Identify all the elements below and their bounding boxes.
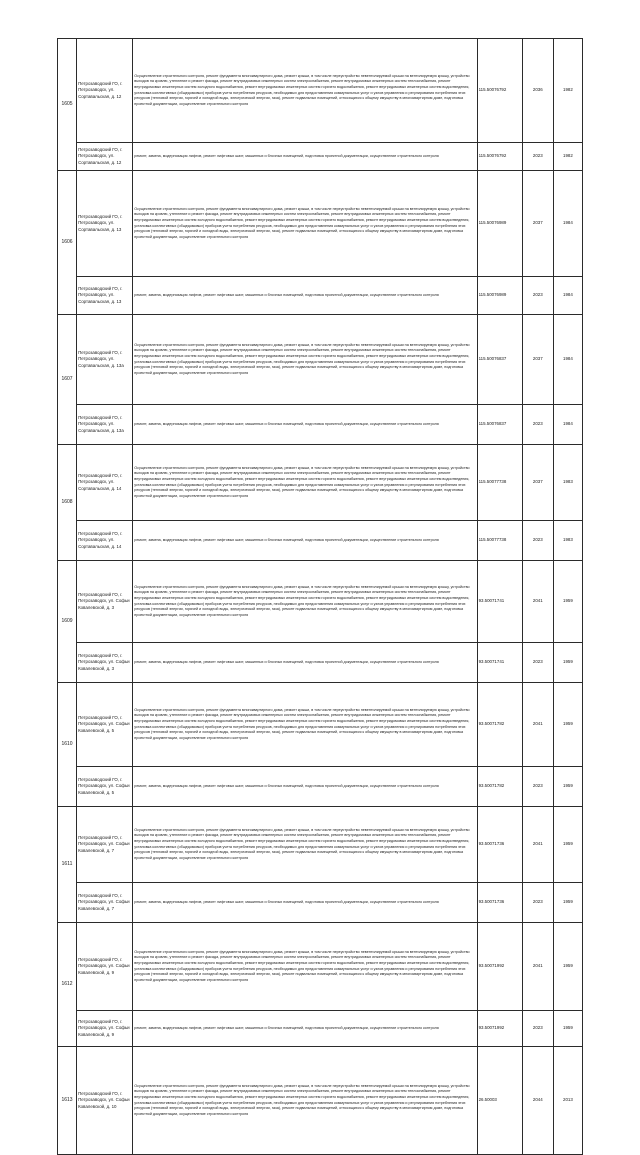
- record-row-main: [58, 923, 583, 1011]
- cost-cell: [477, 923, 522, 1011]
- cost-cell-text: 93.50071736: [478, 841, 505, 847]
- cost-cell-text: 93.50071782: [478, 783, 505, 789]
- build-year-cell: [553, 171, 582, 277]
- lift-work-cell-text: ремонт, замена, модернизация лифтов, ремонт лифтовых шахт, машинных и блочных помещений, подготовка проектной документации, осуществление строительного контроля: [134, 659, 439, 664]
- address-cell-text: Петрозаводский ГО, г. Петрозаводск, ул. Софьи Ковалевской, д. 3: [78, 652, 130, 671]
- work-description-cell-text: Осуществление строительного контроля, ремонт фундамента многоквартирного дома, ремонт крыши, в том числе переустройство невентилируемой крыши на вентилируемую крышу, устройство выходов на кровлю, утепление и ремонт фасада, ремонт внутридомовых инженерных систем электроснабжения, ремонт внутридомовых инженерных систем теплоснабжения, ремонт внутридомовых инженерных систем холодного водоснабжения, ремонт внутридомовых инженерных систем горячего водоснабжения, ремонт внутридомовых инженерных систем водоотведения, установка коллективных (общедомовых) приборов учета потребления ресурсов, необходимых для предоставления коммунальных услуг и узлов управления и регулирования потребления этих ресурсов (тепловой энергии, горячей и холодной воды, электрической энергии, газа), ремонт подвальных помещений, относящихся к общему имуществу в многоквартирном доме, подготовка проектной документации, осуществление строительного контроля: [134, 584, 470, 617]
- repair-year-cell-text: 2037: [532, 479, 543, 485]
- work-description-cell: [133, 39, 477, 143]
- cost-cell-text: 93.50071992: [478, 963, 505, 969]
- address-cell: [77, 171, 133, 277]
- repair-year-cell: [522, 561, 553, 643]
- repair-year-cell-text: 2037: [532, 220, 543, 226]
- work-description-cell-text: Осуществление строительного контроля, ремонт фундамента многоквартирного дома, ремонт крыши, в том числе переустройство невентилируемой крыши на вентилируемую крышу, устройство выходов на кровлю, утепление и ремонт фасада, ремонт внутридомовых инженерных систем электроснабжения, ремонт внутридомовых инженерных систем теплоснабжения, ремонт внутридомовых инженерных систем холодного водоснабжения, ремонт внутридомовых инженерных систем горячего водоснабжения, ремонт внутридомовых инженерных систем водоотведения, установка коллективных (общедомовых) приборов учета потребления ресурсов, необходимых для предоставления коммунальных услуг и узлов управления и регулирования потребления этих ресурсов (тепловой энергии, горячей и холодной воды, электрической энергии, газа), ремонт подвальных помещений, относящихся к общему имуществу в многоквартирном доме, подготовка проектной документации, осуществление строительного контроля: [134, 465, 470, 498]
- record-number: 1613: [58, 1047, 77, 1155]
- work-description-cell-text: Осуществление строительного контроля, ремонт фундамента многоквартирного дома, ремонт крыши, в том числе переустройство невентилируемой крыши на вентилируемую крышу, устройство выходов на кровлю, утепление и ремонт фасада, ремонт внутридомовых инженерных систем электроснабжения, ремонт внутридомовых инженерных систем теплоснабжения, ремонт внутридомовых инженерных систем холодного водоснабжения, ремонт внутридомовых инженерных систем горячего водоснабжения, ремонт внутридомовых инженерных систем водоотведения, установка коллективных (общедомовых) приборов учета потребления ресурсов, необходимых для предоставления коммунальных услуг и узлов управления и регулирования потребления этих ресурсов (тепловой энергии, горячей и холодной воды, электрической энергии, газа), ремонт подвальных помещений, относящихся к общему имуществу в многоквартирном доме, подготовка проектной документации, осуществление строительного контроля: [134, 1083, 470, 1116]
- lift-work-cell: [133, 277, 477, 315]
- cost-cell: [477, 39, 522, 143]
- repair-year-cell: [522, 405, 553, 445]
- build-year-cell-text: 1959: [563, 659, 573, 665]
- work-description-cell: [133, 561, 477, 643]
- address-cell-text: Петрозаводский ГО, г. Петрозаводск, ул. Сортавальская, д. 13а: [78, 414, 124, 433]
- cost-cell-text: 115.50076792: [478, 153, 507, 159]
- address-cell: [77, 807, 133, 883]
- work-description-cell: [133, 1047, 477, 1155]
- work-description-cell: [133, 171, 477, 277]
- build-year-cell: [553, 561, 582, 643]
- repair-year-cell: [522, 923, 553, 1011]
- cost-cell: [477, 445, 522, 521]
- address-cell: [77, 1011, 133, 1047]
- address-cell: [77, 643, 133, 683]
- build-year-cell-text: 1959: [563, 1025, 573, 1031]
- address-cell-text: Петрозаводский ГО, г. Петрозаводск, ул. Софьи Ковалевской, д. 9: [78, 1018, 130, 1037]
- build-year-cell-text: 1959: [563, 841, 573, 847]
- build-year-cell-text: 1983: [563, 479, 573, 485]
- record-row-lift: [58, 405, 583, 445]
- build-year-cell: [553, 39, 582, 143]
- lift-work-cell-text: ремонт, замена, модернизация лифтов, ремонт лифтовых шахт, машинных и блочных помещений, подготовка проектной документации, осуществление строительного контроля: [134, 537, 439, 542]
- address-cell-text: Петрозаводский ГО, г. Петрозаводск, ул. Сортавальская, д. 13а: [78, 349, 124, 368]
- cost-cell-text: 115.50076989: [478, 220, 507, 226]
- cost-cell: [477, 643, 522, 683]
- repair-year-cell: [522, 445, 553, 521]
- repair-year-cell: [522, 39, 553, 143]
- build-year-cell: [553, 143, 582, 171]
- cost-cell-text: 93.50071992: [478, 1025, 505, 1031]
- repair-year-cell: [522, 1011, 553, 1047]
- record-row-main: [58, 1047, 583, 1155]
- cost-cell: [477, 683, 522, 767]
- work-description-cell: [133, 683, 477, 767]
- record-row-main: [58, 561, 583, 643]
- record-row-main: [58, 683, 583, 767]
- build-year-cell-text: 1959: [563, 721, 573, 727]
- address-cell-text: Петрозаводский ГО, г. Петрозаводск, ул. Софьи Ковалевской, д. 5: [78, 714, 130, 733]
- build-year-cell-text: 1983: [563, 537, 573, 543]
- address-cell: [77, 277, 133, 315]
- work-description-cell: [133, 807, 477, 883]
- build-year-cell: [553, 923, 582, 1011]
- build-year-cell: [553, 445, 582, 521]
- repair-year-cell: [522, 521, 553, 561]
- build-year-cell: [553, 1047, 582, 1155]
- address-cell: [77, 883, 133, 923]
- build-year-cell-text: 2013: [563, 1097, 573, 1103]
- cost-cell: [477, 277, 522, 315]
- repair-year-cell-text: 2037: [532, 356, 543, 362]
- work-description-cell-text: Осуществление строительного контроля, ремонт фундамента многоквартирного дома, ремонт крыши, в том числе переустройство невентилируемой крыши на вентилируемую крышу, устройство выходов на кровлю, утепление и ремонт фасада, ремонт внутридомовых инженерных систем электроснабжения, ремонт внутридомовых инженерных систем теплоснабжения, ремонт внутридомовых инженерных систем холодного водоснабжения, ремонт внутридомовых инженерных систем горячего водоснабжения, ремонт внутридомовых инженерных систем водоотведения, установка коллективных (общедомовых) приборов учета потребления ресурсов, необходимых для предоставления коммунальных услуг и узлов управления и регулирования потребления этих ресурсов (тепловой энергии, горячей и холодной воды, электрической энергии, газа), ремонт подвальных помещений, относящихся к общему имуществу в многоквартирном доме, подготовка проектной документации, осуществление строительного контроля: [134, 707, 470, 740]
- record-row-main: [58, 171, 583, 277]
- lift-work-cell: [133, 883, 477, 923]
- repair-year-cell: [522, 807, 553, 883]
- cost-cell: [477, 171, 522, 277]
- repair-year-cell-text: 2023: [532, 153, 543, 159]
- cost-cell-text: 93.50071736: [478, 899, 505, 905]
- address-cell: [77, 1047, 133, 1155]
- work-description-cell-text: Осуществление строительного контроля, ремонт фундамента многоквартирного дома, ремонт крыши, в том числе переустройство невентилируемой крыши на вентилируемую крышу, устройство выходов на кровлю, утепление и ремонт фасада, ремонт внутридомовых инженерных систем электроснабжения, ремонт внутридомовых инженерных систем теплоснабжения, ремонт внутридомовых инженерных систем холодного водоснабжения, ремонт внутридомовых инженерных систем горячего водоснабжения, ремонт внутридомовых инженерных систем водоотведения, установка коллективных (общедомовых) приборов учета потребления ресурсов, необходимых для предоставления коммунальных услуг и узлов управления и регулирования потребления этих ресурсов (тепловой энергии, горячей и холодной воды, электрической энергии, газа), ремонт подвальных помещений, относящихся к общему имуществу в многоквартирном доме, подготовка проектной документации, осуществление строительного контроля: [134, 949, 470, 982]
- repair-year-cell-text: 2023: [532, 537, 543, 543]
- repair-year-cell: [522, 683, 553, 767]
- build-year-cell-text: 1984: [563, 220, 573, 226]
- repair-year-cell: [522, 277, 553, 315]
- cost-cell-text: 93.50071782: [478, 721, 505, 727]
- address-cell-text: Петрозаводский ГО, г. Петрозаводск, ул. Софьи Ковалевской, д. 7: [78, 834, 130, 853]
- record-number: 1606: [58, 171, 77, 315]
- work-description-cell-text: Осуществление строительного контроля, ремонт фундамента многоквартирного дома, ремонт крыши, в том числе переустройство невентилируемой крыши на вентилируемую крышу, устройство выходов на кровлю, утепление и ремонт фасада, ремонт внутридомовых инженерных систем электроснабжения, ремонт внутридомовых инженерных систем теплоснабжения, ремонт внутридомовых инженерных систем холодного водоснабжения, ремонт внутридомовых инженерных систем горячего водоснабжения, ремонт внутридомовых инженерных систем водоотведения, установка коллективных (общедомовых) приборов учета потребления ресурсов, необходимых для предоставления коммунальных услуг и узлов управления и регулирования потребления этих ресурсов (тепловой энергии, горячей и холодной воды, электрической энергии, газа), ремонт подвальных помещений, относящихся к общему имуществу в многоквартирном доме, подготовка проектной документации, осуществление строительного контроля: [134, 73, 470, 106]
- lift-work-cell-text: ремонт, замена, модернизация лифтов, ремонт лифтовых шахт, машинных и блочных помещений, подготовка проектной документации, осуществление строительного контроля: [134, 783, 439, 788]
- build-year-cell: [553, 405, 582, 445]
- cost-cell-text: 93.50071741: [478, 598, 505, 604]
- record-number: 1608: [58, 445, 77, 561]
- record-row-lift: [58, 143, 583, 171]
- cost-cell: [477, 521, 522, 561]
- work-description-cell: [133, 445, 477, 521]
- record-row-main: [58, 315, 583, 405]
- record-row-main: [58, 39, 583, 143]
- repair-year-cell: [522, 143, 553, 171]
- repair-year-cell-text: 2023: [532, 1025, 543, 1031]
- cost-cell: [477, 883, 522, 923]
- lift-work-cell: [133, 1011, 477, 1047]
- repair-year-cell-text: 2041: [532, 721, 543, 727]
- record-row-lift: [58, 277, 583, 315]
- address-cell: [77, 521, 133, 561]
- address-cell-text: Петрозаводский ГО, г. Петрозаводск, ул. Сортавальская, д. 14: [78, 472, 123, 491]
- repair-year-cell: [522, 171, 553, 277]
- record-row-lift: [58, 521, 583, 561]
- record-row-lift: [58, 883, 583, 923]
- repair-year-cell: [522, 315, 553, 405]
- record-row-lift: [58, 643, 583, 683]
- address-cell: [77, 683, 133, 767]
- build-year-cell-text: 1959: [563, 598, 573, 604]
- lift-work-cell: [133, 143, 477, 171]
- address-cell-text: Петрозаводский ГО, г. Петрозаводск, ул. Софьи Ковалевской, д. 3: [78, 591, 130, 610]
- cost-cell-text: 115.50076837: [478, 421, 507, 427]
- lift-work-cell: [133, 643, 477, 683]
- record-row-main: [58, 445, 583, 521]
- repair-year-cell-text: 2023: [532, 421, 543, 427]
- repair-year-cell-text: 2041: [532, 963, 543, 969]
- build-year-cell: [553, 315, 582, 405]
- address-cell-text: Петрозаводский ГО, г. Петрозаводск, ул. Сортавальская, д. 13: [78, 213, 123, 232]
- cost-cell: [477, 1011, 522, 1047]
- repair-year-cell: [522, 1047, 553, 1155]
- repair-year-cell: [522, 883, 553, 923]
- build-year-cell-text: 1959: [563, 963, 573, 969]
- record-row-lift: [58, 1011, 583, 1047]
- cost-cell: [477, 143, 522, 171]
- build-year-cell: [553, 643, 582, 683]
- cost-cell-text: 93.50071741: [478, 659, 505, 665]
- build-year-cell: [553, 277, 582, 315]
- lift-work-cell-text: ремонт, замена, модернизация лифтов, ремонт лифтовых шахт, машинных и блочных помещений, подготовка проектной документации, осуществление строительного контроля: [134, 899, 439, 904]
- lift-work-cell: [133, 767, 477, 807]
- lift-work-cell-text: ремонт, замена, модернизация лифтов, ремонт лифтовых шахт, машинных и блочных помещений, подготовка проектной документации, осуществление строительного контроля: [134, 421, 439, 426]
- record-number: 1611: [58, 807, 77, 923]
- record-number: 1607: [58, 315, 77, 445]
- build-year-cell-text: 1984: [563, 292, 573, 298]
- address-cell-text: Петрозаводский ГО, г. Петрозаводск, ул. Софьи Ковалевской, д. 10: [78, 1090, 130, 1109]
- address-cell: [77, 143, 133, 171]
- repair-year-cell-text: 2041: [532, 841, 543, 847]
- repair-year-cell: [522, 643, 553, 683]
- work-description-cell-text: Осуществление строительного контроля, ремонт фундамента многоквартирного дома, ремонт крыши, в том числе переустройство невентилируемой крыши на вентилируемую крышу, устройство выходов на кровлю, утепление и ремонт фасада, ремонт внутридомовых инженерных систем электроснабжения, ремонт внутридомовых инженерных систем теплоснабжения, ремонт внутридомовых инженерных систем холодного водоснабжения, ремонт внутридомовых инженерных систем горячего водоснабжения, ремонт внутридомовых инженерных систем водоотведения, установка коллективных (общедомовых) приборов учета потребления ресурсов, необходимых для предоставления коммунальных услуг и узлов управления и регулирования потребления этих ресурсов (тепловой энергии, горячей и холодной воды, электрической энергии, газа), ремонт подвальных помещений, относящихся к общему имуществу в многоквартирном доме, подготовка проектной документации, осуществление строительного контроля: [134, 342, 470, 375]
- repair-year-cell-text: 2023: [532, 899, 543, 905]
- cost-cell-text: 26.50003: [478, 1097, 497, 1103]
- build-year-cell-text: 1959: [563, 783, 573, 789]
- work-description-cell-text: Осуществление строительного контроля, ремонт фундамента многоквартирного дома, ремонт крыши, в том числе переустройство невентилируемой крыши на вентилируемую крышу, устройство выходов на кровлю, утепление и ремонт фасада, ремонт внутридомовых инженерных систем электроснабжения, ремонт внутридомовых инженерных систем теплоснабжения, ремонт внутридомовых инженерных систем холодного водоснабжения, ремонт внутридомовых инженерных систем горячего водоснабжения, ремонт внутридомовых инженерных систем водоотведения, установка коллективных (общедомовых) приборов учета потребления ресурсов, необходимых для предоставления коммунальных услуг и узлов управления и регулирования потребления этих ресурсов (тепловой энергии, горячей и холодной воды, электрической энергии, газа), ремонт подвальных помещений, относящихся к общему имуществу в многоквартирном доме, подготовка проектной документации, осуществление строительного контроля: [134, 827, 470, 860]
- address-cell-text: Петрозаводский ГО, г. Петрозаводск, ул. Софьи Ковалевской, д. 9: [78, 956, 130, 975]
- record-number: 1605: [58, 39, 77, 171]
- cost-cell: [477, 767, 522, 807]
- address-cell: [77, 405, 133, 445]
- address-cell-text: Петрозаводский ГО, г. Петрозаводск, ул. Сортавальская, д. 13: [78, 285, 123, 304]
- repair-year-cell-text: 2036: [532, 87, 543, 93]
- repair-year-cell: [522, 767, 553, 807]
- build-year-cell-text: 1984: [563, 421, 573, 427]
- build-year-cell-text: 1982: [563, 153, 573, 159]
- lift-work-cell-text: ремонт, замена, модернизация лифтов, ремонт лифтовых шахт, машинных и блочных помещений, подготовка проектной документации, осуществление строительного контроля: [134, 153, 439, 158]
- lift-work-cell: [133, 521, 477, 561]
- capital-repair-table: [57, 38, 583, 1155]
- lift-work-cell-text: ремонт, замена, модернизация лифтов, ремонт лифтовых шахт, машинных и блочных помещений, подготовка проектной документации, осуществление строительного контроля: [134, 292, 439, 297]
- build-year-cell: [553, 883, 582, 923]
- address-cell: [77, 767, 133, 807]
- address-cell-text: Петрозаводский ГО, г. Петрозаводск, ул. Софьи Ковалевской, д. 5: [78, 776, 130, 795]
- work-description-cell: [133, 315, 477, 405]
- address-cell-text: Петрозаводский ГО, г. Петрозаводск, ул. Сортавальская, д. 14: [78, 530, 123, 549]
- record-number: 1609: [58, 561, 77, 683]
- address-cell: [77, 445, 133, 521]
- build-year-cell-text: 1959: [563, 899, 573, 905]
- record-row-lift: [58, 767, 583, 807]
- address-cell: [77, 39, 133, 143]
- work-description-cell: [133, 923, 477, 1011]
- build-year-cell-text: 1984: [563, 356, 573, 362]
- record-number: 1610: [58, 683, 77, 807]
- build-year-cell: [553, 767, 582, 807]
- record-row-main: [58, 807, 583, 883]
- repair-year-cell-text: 2041: [532, 598, 543, 604]
- cost-cell-text: 115.50077738: [478, 537, 507, 543]
- record-number: 1612: [58, 923, 77, 1047]
- repair-year-cell-text: 2023: [532, 292, 543, 298]
- lift-work-cell: [133, 405, 477, 445]
- cost-cell-text: 115.50076989: [478, 292, 507, 298]
- build-year-cell: [553, 521, 582, 561]
- cost-cell-text: 115.50077738: [478, 479, 507, 485]
- repair-year-cell-text: 2023: [532, 783, 543, 789]
- address-cell-text: Петрозаводский ГО, г. Петрозаводск, ул. Сортавальская, д. 12: [78, 146, 123, 165]
- cost-cell: [477, 315, 522, 405]
- build-year-cell: [553, 1011, 582, 1047]
- build-year-cell-text: 1982: [563, 87, 573, 93]
- cost-cell: [477, 807, 522, 883]
- cost-cell: [477, 561, 522, 643]
- address-cell: [77, 315, 133, 405]
- cost-cell: [477, 405, 522, 445]
- address-cell: [77, 561, 133, 643]
- cost-cell-text: 115.50076792: [478, 87, 507, 93]
- address-cell: [77, 923, 133, 1011]
- address-cell-text: Петрозаводский ГО, г. Петрозаводск, ул. Сортавальская, д. 12: [78, 80, 123, 99]
- cost-cell-text: 115.50076837: [478, 356, 507, 362]
- build-year-cell: [553, 807, 582, 883]
- lift-work-cell-text: ремонт, замена, модернизация лифтов, ремонт лифтовых шахт, машинных и блочных помещений, подготовка проектной документации, осуществление строительного контроля: [134, 1025, 439, 1030]
- cost-cell: [477, 1047, 522, 1155]
- build-year-cell: [553, 683, 582, 767]
- table-body: [58, 39, 583, 1155]
- repair-year-cell-text: 2044: [532, 1097, 543, 1103]
- work-description-cell-text: Осуществление строительного контроля, ремонт фундамента многоквартирного дома, ремонт крыши, в том числе переустройство невентилируемой крыши на вентилируемую крышу, устройство выходов на кровлю, утепление и ремонт фасада, ремонт внутридомовых инженерных систем электроснабжения, ремонт внутридомовых инженерных систем теплоснабжения, ремонт внутридомовых инженерных систем холодного водоснабжения, ремонт внутридомовых инженерных систем горячего водоснабжения, ремонт внутридомовых инженерных систем водоотведения, установка коллективных (общедомовых) приборов учета потребления ресурсов, необходимых для предоставления коммунальных услуг и узлов управления и регулирования потребления этих ресурсов (тепловой энергии, горячей и холодной воды, электрической энергии, газа), ремонт подвальных помещений, относящихся к общему имуществу в многоквартирном доме, подготовка проектной документации, осуществление строительного контроля: [134, 206, 470, 239]
- address-cell-text: Петрозаводский ГО, г. Петрозаводск, ул. Софьи Ковалевской, д. 7: [78, 892, 130, 911]
- repair-year-cell-text: 2023: [532, 659, 543, 665]
